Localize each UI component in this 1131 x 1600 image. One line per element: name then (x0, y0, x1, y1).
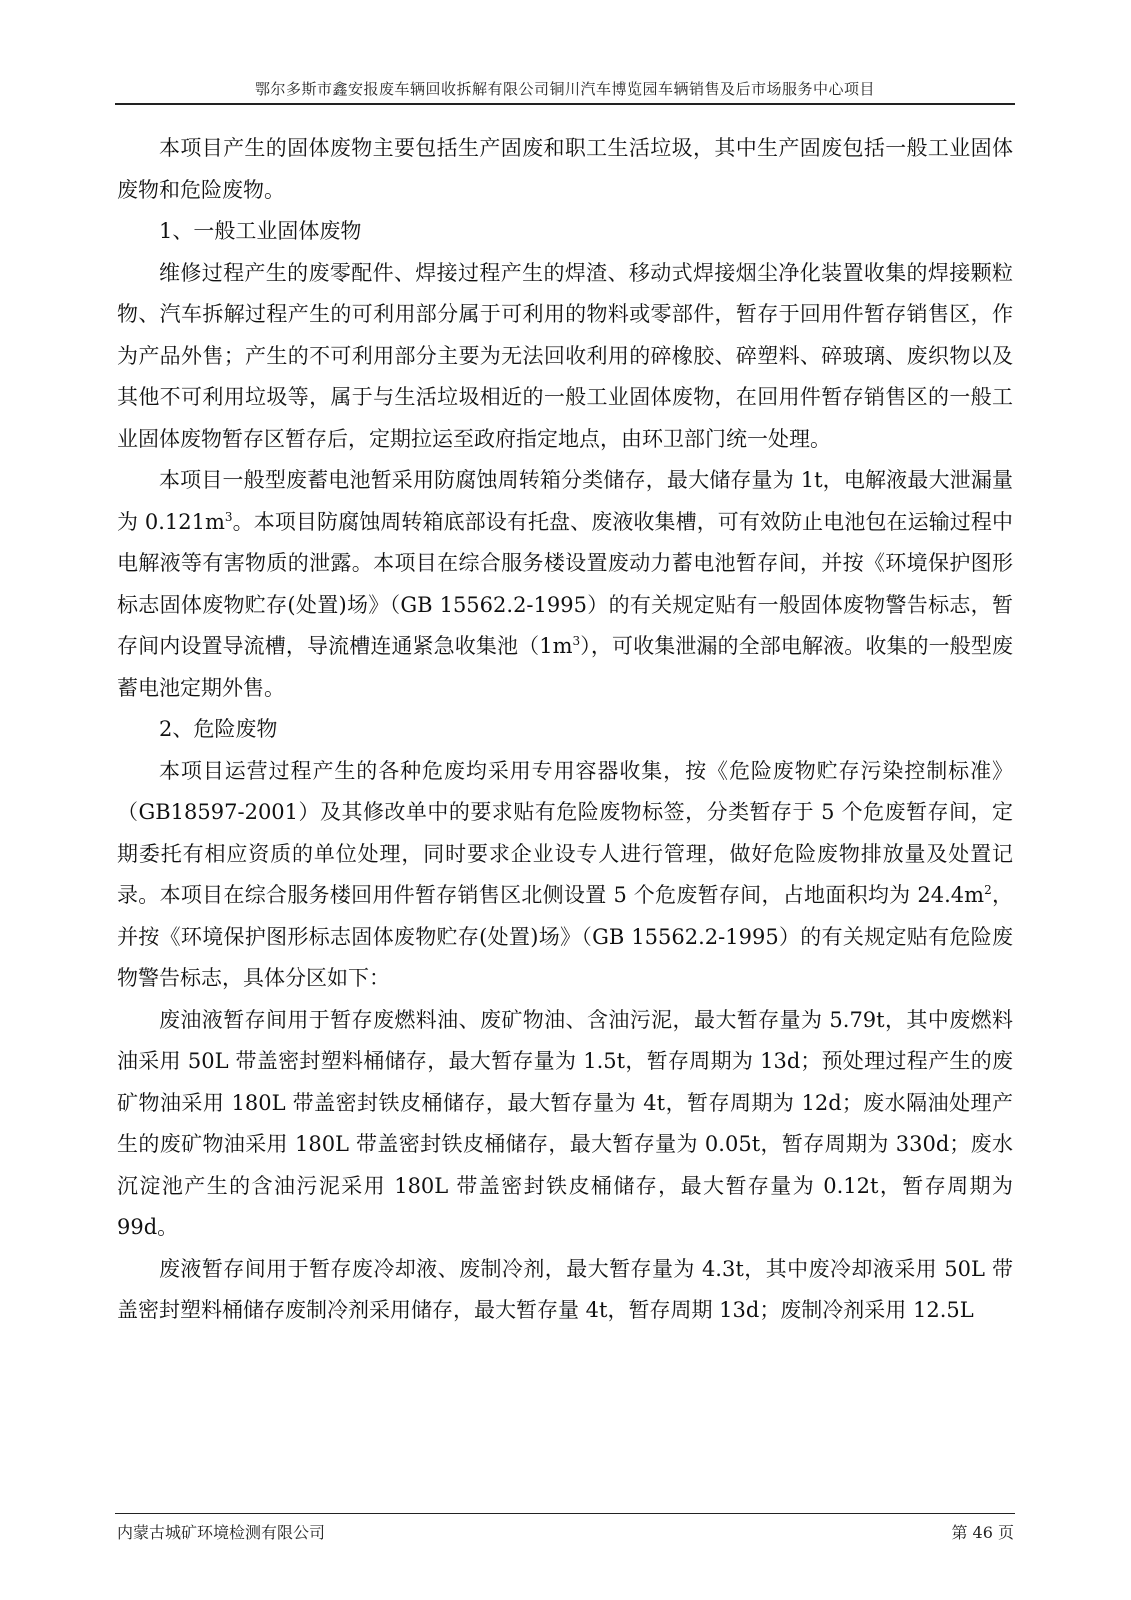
battery-text-b: 。本项目防腐蚀周转箱底部设有托盘、废液收集槽，可有效防止电池包在运输过程中电解液等有害物质的泄露。本项目在综合服务楼设置废动力蓄电池暂存间，并按《环境保护图形标志固体废物贮存(处置)场》（GB 15562.2-1995）的有关规定贴有一般固体废物警告标志，暂存间内设置导流槽，导流槽连通紧急收集池（1m (117, 509, 1013, 658)
paragraph-hazardous-waste (117, 751, 1013, 1000)
paragraph-general-waste: 维修过程产生的废零配件、焊接过程产生的焊渣、移动式焊接烟尘净化装置收集的焊接颗粒物、汽车拆解过程产生的可利用部分属于可利用的物料或零部件，暂存于回用件暂存销售区，作为产品外售；产生的不可利用部分主要为无法回收利用的碎橡胶、碎塑料、碎玻璃、废织物以及其他不可利用垃圾等，属于与生活垃圾相近的一般工业固体废物，在回用件暂存销售区的一般工业固体废物暂存区暂存后，定期拉运至政府指定地点，由环卫部门统一处理。 (117, 260, 1013, 451)
section-heading-hazardous-waste: 2、危险废物 (159, 717, 278, 741)
hazardous-text-a: 本项目运营过程产生的各种危废均采用专用容器收集，按《危险废物贮存污染控制标准》（GB18597-2001）及其修改单中的要求贴有危险废物标签，分类暂存于 5 个危废暂存间，定期委托有相应资质的单位处理，同时要求企业设专人进行管理，做好危险废物排放量及处置记录。本项目在综合服务楼回用件暂存销售区北侧设置 5 个危废暂存间，占地面积均为 24.4m (117, 758, 1013, 907)
paragraph-waste-liquid-room: 废液暂存间用于暂存废冷却液、废制冷剂，最大暂存量为 4.3t，其中废冷却液采用 50L 带盖密封塑料桶储存废制冷剂采用储存，最大暂存量 4t，暂存周期 13d；废制冷剂采用 12.5L (117, 1256, 1013, 1322)
paragraph-intro: 本项目产生的固体废物主要包括生产固废和职工生活垃圾，其中生产固废包括一般工业固体废物和危险废物。 (117, 136, 1013, 202)
page-number: 第 46 页 (951, 1523, 1014, 1542)
superscript-cubic: 3 (224, 509, 233, 524)
battery-text-a: 本项目一般型废蓄电池暂采用防腐蚀周转箱分类储存，最大储存量为 1t，电解液最大泄漏量为 0.121m (117, 468, 1013, 534)
document-body (117, 128, 1013, 1332)
paragraph-waste-oil-room: 废油液暂存间用于暂存废燃料油、废矿物油、含油污泥，最大暂存量为 5.79t，其中废燃料油采用 50L 带盖密封塑料桶储存，最大暂存量为 1.5t，暂存周期为 13d；预处理过程产生的废矿物油采用 180L 带盖密封铁皮桶储存，最大暂存量为 4t，暂存周期为 12d；废水隔油处理产生的废矿物油采用 180L 带盖密封铁皮桶储存，最大暂存量为 0.05t，暂存周期为 330d；废水沉淀池产生的含油污泥采用 180L 带盖密封铁皮桶储存，最大暂存量为 0.12t，暂存周期为 99d。 (117, 1007, 1013, 1239)
footer-divider (115, 1513, 1015, 1514)
running-header: 鄂尔多斯市鑫安报废车辆回收拆解有限公司铜川汽车博览园车辆销售及后市场服务中心项目 (254, 80, 875, 98)
superscript-cubic-2: 3 (572, 634, 581, 648)
header-divider (115, 103, 1015, 105)
paragraph-battery-storage (117, 460, 1013, 709)
battery-text-c: ），可收集泄漏的全部电解液。收集的一般型废蓄电池定期外售。 (117, 634, 1013, 700)
footer-company: 内蒙古城矿环境检测有限公司 (117, 1523, 326, 1542)
section-heading-general-waste: 1、一般工业固体废物 (159, 219, 362, 243)
superscript-square: 2 (984, 883, 992, 897)
hazardous-text-b: ，并按《环境保护图形标志固体废物贮存(处置)场》（GB 15562.2-1995）的有关规定贴有危险废物警告标志，具体分区如下： (117, 883, 1014, 990)
